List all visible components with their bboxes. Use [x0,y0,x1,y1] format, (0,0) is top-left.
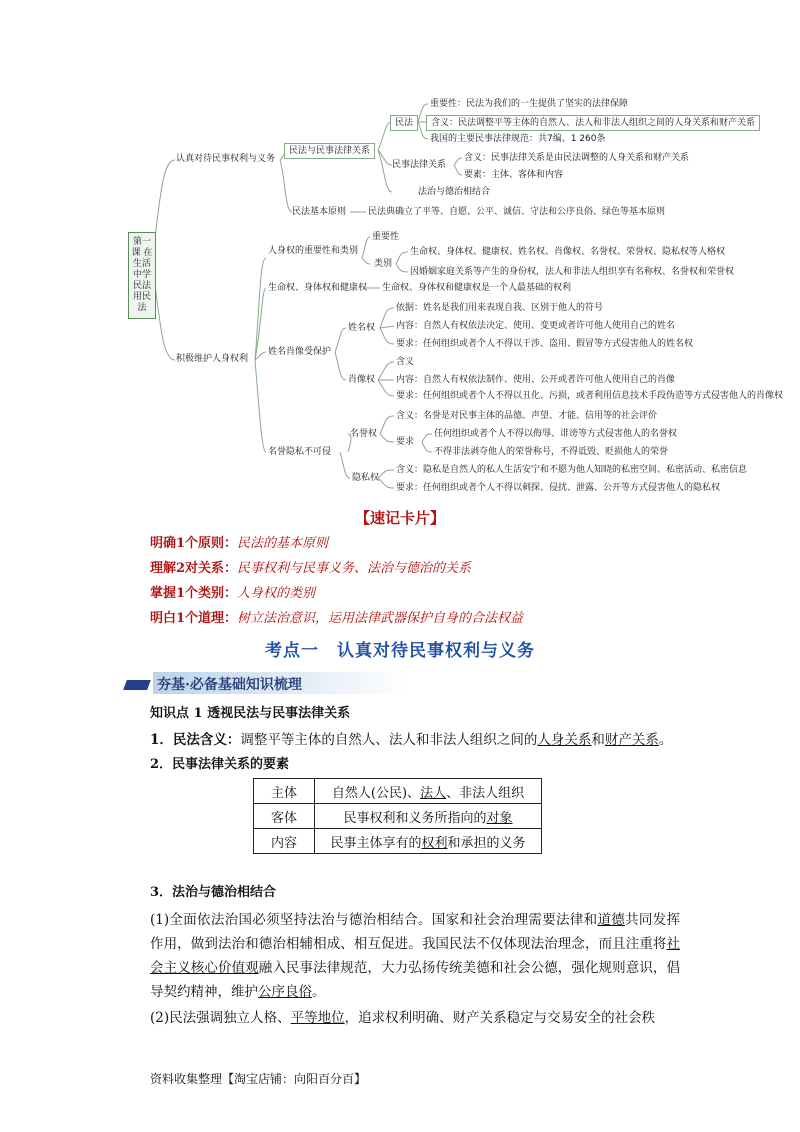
node-name-basis: 依据：姓名是我们用来表现自我、区别于他人的符号 [396,303,604,313]
para-2-text-b: ，追求权利明确、财产关系稳定与交易安全的社会秩 [344,1010,656,1026]
card-line-value: 民事权利与民事义务、法治与德治的关系 [237,561,472,576]
mind-map-root: 第一课 在生活中学民法用民法 [128,232,156,319]
node-life-detail: 生命权、身体权和健康权是一个人最基础的权利 [382,283,572,293]
node-portrait-right: 肖像权 [348,375,376,385]
table-row [254,829,542,854]
table-value-pre: 自然人(公民)、 [331,785,421,801]
node-cat2: 因婚姻家庭关系等产生的身份权，法人和非法人组织享有名称权、名誉权和荣誉权 [410,267,735,277]
card-line-label: 明确1个原则： [150,536,238,551]
node-meaning: 含义：民法调整平等主体的自然人、法人和非法人组织之间的人身关系和财产关系 [426,115,760,131]
table-value-post: 、非法人组织 [446,785,525,801]
card-title: 【速记卡片】 [354,509,445,527]
banner-text: 夯基·必备基础知识梳理 [157,677,302,693]
table-key: 客体 [254,804,315,829]
para-1-text-d: 。 [312,984,326,1000]
node-name-right: 姓名权 [348,323,376,333]
node-principles-detail: 民法典确立了平等、自愿、公平、诚信、守法和公序良俗、绿色等基本原则 [368,207,666,217]
table-value [315,804,542,829]
node-importance: 重要性：民法为我们的一生提供了坚实的法律保障 [430,99,629,109]
node-privacy-right: 隐私权 [352,473,380,483]
card-line-value: 人身权的类别 [237,586,316,601]
node-portrait-content: 内容：自然人有权依法制作、使用、公开或者许可他人使用自己的肖像 [396,375,676,385]
node-rep-privacy: 名誉隐私不可侵 [268,447,332,457]
branch-rights-duties: 认真对待民事权利与义务 [176,154,276,164]
node-name-content: 内容：自然人有权依法决定、使用、变更或者许可他人使用自己的姓名 [396,321,676,331]
table-value-underline: 法人 [420,785,447,801]
card-line-3 [150,582,315,601]
item-1 [150,729,672,751]
table-value [315,829,542,854]
node-code: 我国的主要民事法律规范：共7编、1 260条 [430,134,606,144]
item-1-underline-1: 人身关系 [537,732,592,748]
card-line-label: 掌握1个类别： [150,586,238,601]
item-1-mid: 和 [591,732,605,748]
paragraph-1 [150,908,680,1004]
para-1-underline-2: 社会主义核心价值观 [150,936,680,976]
item-2: 2．民事法律关系的要素 [150,757,290,772]
node-elements: 要素：主体、客体和内容 [464,170,564,180]
card-line-4 [150,607,523,626]
item-3: 3．法治与德治相结合 [150,885,277,900]
section-title: 考点一 认真对待民事权利与义务 [265,641,535,661]
node-privacy-meaning: 含义：隐私是自然人的私人生活安宁和不愿为他人知晓的私密空间、私密活动、私密信息 [396,465,748,475]
node-personal: 人身权的重要性和类别 [268,246,359,256]
node-life: 生命权、身体权和健康权 [268,283,368,293]
table-value [315,779,542,804]
para-1-text-a: (1)全面依法治国必须坚持法治与德治相结合。国家和社会治理需要法律和 [150,912,598,928]
card-line-2 [150,557,471,576]
node-law-virtue: 法治与德治相结合 [418,187,491,197]
card-line-label: 明白1个道理： [150,611,238,626]
node-rep-req: 要求 [396,437,415,447]
card-line-value: 树立法治意识，运用法律武器保护自身的合法权益 [237,611,524,626]
node-portrait-req: 要求：任何组织或者个人不得以丑化、污损，或者利用信息技术手段伪造等方式侵害他人的肖像权 [396,391,784,401]
node-rep-req2: 不得非法剥夺他人的荣誉称号，不得诋毁、贬损他人的荣誉 [434,447,669,457]
para-1-underline-1: 道德 [597,912,626,928]
item-1-underline-2: 财产关系 [604,732,659,748]
item-1-pre: 调整平等主体的自然人、法人和非法人组织之间的 [240,732,538,748]
node-name-req: 要求：任何组织或者个人不得以干涉、盗用、假冒等方式侵害他人的姓名权 [396,339,694,349]
node-privacy-req: 要求：任何组织或者个人不得以刺探、侵扰、泄露、公开等方式侵害他人的隐私权 [396,483,721,493]
table-value-post: 和承担的义务 [447,835,526,851]
node-portrait-meaning: 含义 [396,357,415,367]
node-cat1: 生命权、身体权、健康权、姓名权、肖像权、名誉权、荣誉权、隐私权等人格权 [410,247,726,257]
node-principles: 民法基本原则 [292,207,347,217]
card-line-1 [150,532,328,551]
section-banner [125,672,415,694]
node-important: 重要性 [372,232,400,242]
para-1-text-b: 共同发挥作用，做到法治和德治相辅相成、相互促进。我国民法不仅体现法治理念，而且注重将 [150,912,681,952]
knowledge-point-1: 知识点 1 透视民法与民事法律关系 [150,706,351,721]
para-1-text-c: 融入民事法律规范，大力弘扬传统美德和社会公德，强化规则意识，倡导契约精神，维护 [150,960,681,1000]
table-key: 内容 [254,829,315,854]
banner-bar [123,680,151,690]
node-rep-right: 名誉权 [350,429,378,439]
card-line-label: 理解2对关系： [150,561,238,576]
node-category: 类别 [374,259,393,269]
para-2-text-a: (2)民法强调独立人格、 [150,1010,291,1026]
mind-map [0,0,800,500]
table-value-pre: 民事主体享有的 [330,835,422,851]
table-value-pre: 民事权利和义务所指向的 [343,810,487,826]
item-1-end: 。 [658,732,673,748]
para-1-underline-3: 公序良俗 [258,984,312,1000]
table-key: 主体 [254,779,315,804]
item-1-label: 1．民法含义： [150,732,241,748]
elements-table [253,778,542,854]
para-2-underline-1: 平等地位 [290,1010,345,1026]
node-rep-req1: 任何组织或者个人不得以侮辱、诽谤等方式侵害他人的名誉权 [434,429,678,439]
node-civil-relations: 民法与民事法律关系 [284,143,375,159]
footer: 资料收集整理【淘宝店铺：向阳百分百】 [150,1072,367,1086]
branch-personal-rights: 积极维护人身权利 [176,354,249,364]
node-rep-meaning: 含义：名誉是对民事主体的品德、声望、才能、信用等的社会评价 [396,411,658,421]
table-row [254,779,542,804]
table-value-underline: 对象 [486,810,513,826]
table-row [254,804,542,829]
node-civil-rel-meaning: 含义：民事法律关系是由民法调整的人身关系和财产关系 [464,153,690,163]
node-civil-rel: 民事法律关系 [392,160,447,170]
node-civil-law: 民法 [390,115,418,131]
card-line-value: 民法的基本原则 [237,536,329,551]
table-value-underline: 权利 [421,835,448,851]
node-name-portrait: 姓名肖像受保护 [268,347,332,357]
paragraph-2 [150,1006,680,1030]
